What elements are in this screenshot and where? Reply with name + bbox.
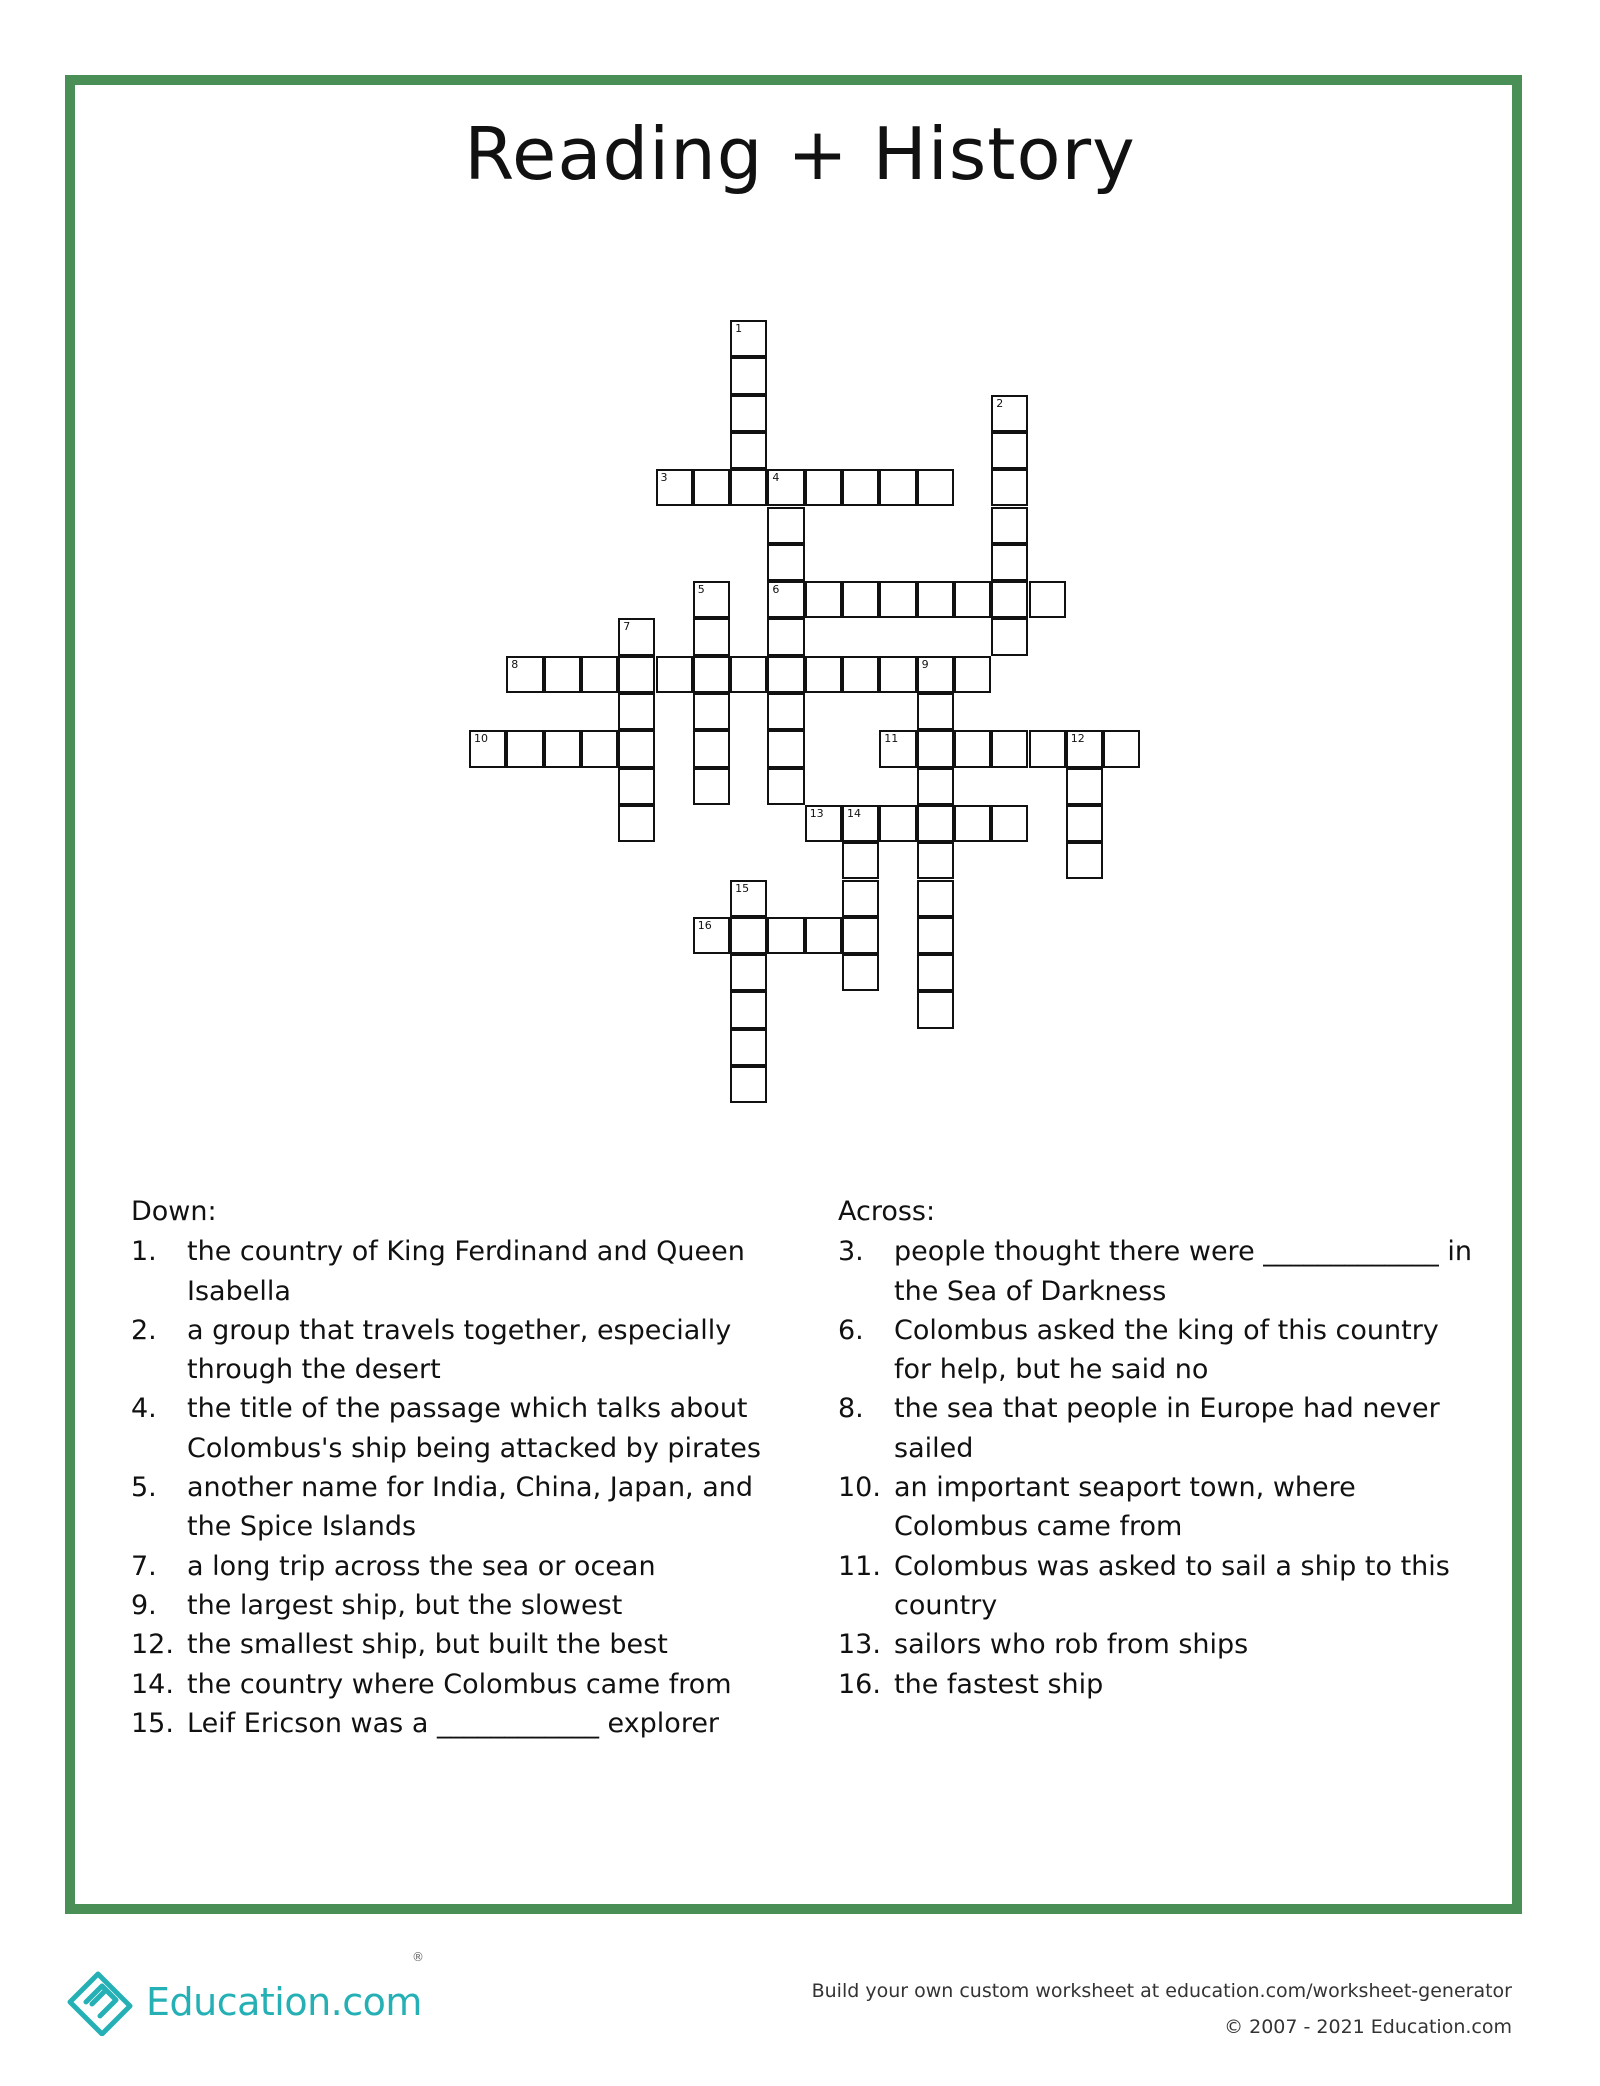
crossword-cell[interactable] xyxy=(879,656,916,693)
crossword-cell[interactable] xyxy=(991,432,1028,469)
crossword-cell[interactable] xyxy=(991,618,1028,655)
across-clue xyxy=(838,1468,1478,1547)
clue-text: the smallest ship, but built the best xyxy=(187,1629,668,1661)
crossword-cell[interactable] xyxy=(767,507,804,544)
crossword-cell[interactable] xyxy=(1029,581,1066,618)
page-title: Reading + History xyxy=(464,112,1136,196)
crossword-cell[interactable] xyxy=(656,656,693,693)
crossword-cell[interactable] xyxy=(917,917,954,954)
across-clues xyxy=(838,1192,1478,1704)
crossword-cell[interactable] xyxy=(917,954,954,991)
registered-mark: ® xyxy=(412,1950,424,1964)
crossword-cell[interactable] xyxy=(842,581,879,618)
crossword-cell[interactable] xyxy=(1066,842,1103,879)
clue-number: 5. xyxy=(131,1472,157,1504)
clue-text: the largest ship, but the slowest xyxy=(187,1589,623,1621)
clue-text: sailors who rob from ships xyxy=(894,1629,1249,1661)
crossword-cell[interactable] xyxy=(767,618,804,655)
clue-number-label: 5 xyxy=(697,583,705,597)
crossword-cell[interactable] xyxy=(842,469,879,506)
clue-number: 7. xyxy=(131,1550,157,1582)
across-clue xyxy=(838,1232,1478,1311)
crossword-cell[interactable] xyxy=(1066,805,1103,842)
down-clue xyxy=(131,1389,771,1468)
crossword-cell[interactable] xyxy=(805,917,842,954)
crossword-cell[interactable] xyxy=(842,656,879,693)
clue-number: 6. xyxy=(838,1314,864,1346)
clue-number-label: 7 xyxy=(623,620,631,634)
crossword-cell[interactable] xyxy=(693,469,730,506)
crossword-cell[interactable] xyxy=(693,618,730,655)
crossword-cell[interactable] xyxy=(618,618,655,655)
crossword-cell[interactable] xyxy=(730,991,767,1028)
crossword-cell[interactable] xyxy=(730,954,767,991)
crossword-cell[interactable] xyxy=(879,730,916,767)
clue-number-label: 9 xyxy=(921,657,929,671)
clue-number: 2. xyxy=(131,1314,157,1346)
crossword-cell[interactable] xyxy=(917,991,954,1028)
crossword-cell[interactable] xyxy=(805,805,842,842)
down-clue xyxy=(131,1704,771,1743)
clue-number-label: 2 xyxy=(996,396,1004,410)
crossword-cell[interactable] xyxy=(693,768,730,805)
crossword-cell[interactable] xyxy=(730,917,767,954)
paperclip-icon xyxy=(64,1964,138,2036)
crossword-cell[interactable] xyxy=(618,656,655,693)
crossword-cell[interactable] xyxy=(618,805,655,842)
clue-number-label: 16 xyxy=(697,918,712,932)
clue-text: the country of King Ferdinand and Queen Isabella xyxy=(187,1236,745,1307)
crossword-cell[interactable] xyxy=(693,656,730,693)
clue-number: 11. xyxy=(838,1550,881,1582)
clue-number-label: 10 xyxy=(474,732,488,746)
crossword-cell[interactable] xyxy=(1029,730,1066,767)
crossword-cell[interactable] xyxy=(991,395,1028,432)
crossword-cell[interactable] xyxy=(1066,730,1103,767)
across-clue xyxy=(838,1547,1478,1626)
clue-text: the fastest ship xyxy=(894,1668,1104,1700)
crossword-cell[interactable] xyxy=(991,507,1028,544)
down-clue xyxy=(131,1547,771,1586)
clue-number-label: 3 xyxy=(660,471,668,485)
crossword-cell[interactable] xyxy=(618,768,655,805)
down-clue xyxy=(131,1625,771,1664)
clue-number-label: 8 xyxy=(511,657,519,671)
crossword-cell[interactable] xyxy=(991,730,1028,767)
clue-number-label: 4 xyxy=(772,471,780,485)
clue-number-label: 1 xyxy=(735,322,743,335)
crossword-cell[interactable] xyxy=(805,469,842,506)
crossword-cell[interactable] xyxy=(917,842,954,879)
clue-number: 13. xyxy=(838,1629,881,1661)
down-clue xyxy=(131,1665,771,1704)
crossword-cell[interactable] xyxy=(544,730,581,767)
crossword-cell[interactable] xyxy=(991,805,1028,842)
down-clue xyxy=(131,1468,771,1547)
crossword-cell[interactable] xyxy=(618,730,655,767)
clue-number-label: 14 xyxy=(847,806,861,820)
crossword-cell[interactable] xyxy=(730,656,767,693)
crossword-cell[interactable] xyxy=(879,805,916,842)
crossword-cell[interactable] xyxy=(767,917,804,954)
crossword-cell[interactable] xyxy=(767,656,804,693)
crossword-cell[interactable] xyxy=(917,656,954,693)
down-clue xyxy=(131,1311,771,1390)
across-clue xyxy=(838,1389,1478,1468)
clue-number: 8. xyxy=(838,1393,864,1425)
crossword-cell[interactable] xyxy=(730,1029,767,1066)
clue-number: 9. xyxy=(131,1589,157,1621)
crossword-cell[interactable] xyxy=(842,917,879,954)
crossword-cell[interactable] xyxy=(917,768,954,805)
clue-text: an important seaport town, where Colombus came from xyxy=(894,1472,1356,1543)
crossword-cell[interactable] xyxy=(917,805,954,842)
clue-number: 10. xyxy=(838,1472,881,1504)
crossword-cell[interactable] xyxy=(730,1066,767,1103)
clue-number: 14. xyxy=(131,1668,174,1700)
down-clue xyxy=(131,1232,771,1311)
clue-text: Leif Ericson was a ____________ explorer xyxy=(187,1707,720,1739)
crossword-cell[interactable] xyxy=(767,730,804,767)
crossword-cell[interactable] xyxy=(879,469,916,506)
clue-text: a group that travels together, especially through the desert xyxy=(187,1314,732,1386)
crossword-cell[interactable] xyxy=(954,730,991,767)
clue-number-label: 13 xyxy=(809,806,824,820)
crossword-cell[interactable] xyxy=(506,730,543,767)
crossword-cell[interactable] xyxy=(767,544,804,581)
across-clue xyxy=(838,1625,1478,1664)
crossword-cell[interactable] xyxy=(879,581,916,618)
crossword-cell[interactable] xyxy=(730,320,767,357)
crossword-cell[interactable] xyxy=(730,432,767,469)
clue-text: another name for India, China, Japan, and the Spice Islands xyxy=(187,1472,754,1543)
across-heading: Across: xyxy=(838,1196,936,1227)
crossword-cell[interactable] xyxy=(842,880,879,917)
crossword-cell[interactable] xyxy=(730,357,767,394)
crossword-cell[interactable] xyxy=(581,730,618,767)
crossword-cell[interactable] xyxy=(1103,730,1140,767)
crossword-cell[interactable] xyxy=(693,693,730,730)
clue-number: 3. xyxy=(838,1236,864,1268)
education-logo xyxy=(64,1950,424,2042)
crossword-cell[interactable] xyxy=(842,842,879,879)
down-heading: Down: xyxy=(131,1196,217,1227)
across-clue xyxy=(838,1665,1478,1704)
clue-number-label: 15 xyxy=(735,881,750,895)
crossword-cell[interactable] xyxy=(917,693,954,730)
crossword-cell[interactable] xyxy=(693,730,730,767)
clue-number: 4. xyxy=(131,1393,157,1425)
crossword-cell[interactable] xyxy=(917,730,954,767)
clue-text: the title of the passage which talks about Colombus's ship being attacked by pirates xyxy=(187,1393,761,1464)
crossword-cell[interactable] xyxy=(991,544,1028,581)
crossword-cell[interactable] xyxy=(693,581,730,618)
crossword-cell[interactable] xyxy=(954,805,991,842)
clue-text: a long trip across the sea or ocean xyxy=(187,1550,656,1582)
clue-text: Colombus was asked to sail a ship to this country xyxy=(894,1550,1450,1621)
crossword-cell[interactable] xyxy=(767,581,804,618)
across-clue xyxy=(838,1311,1478,1390)
down-clue xyxy=(131,1586,771,1625)
crossword-cell[interactable] xyxy=(767,693,804,730)
crossword-cell[interactable] xyxy=(581,656,618,693)
crossword-cell[interactable] xyxy=(917,469,954,506)
clue-number: 1. xyxy=(131,1236,157,1268)
clue-number-label: 6 xyxy=(772,583,780,597)
crossword-cell[interactable] xyxy=(917,880,954,917)
crossword-cell[interactable] xyxy=(767,469,804,506)
clue-text: the sea that people in Europe had never sailed xyxy=(894,1393,1440,1464)
crossword-cell[interactable] xyxy=(544,656,581,693)
crossword-cell[interactable] xyxy=(805,656,842,693)
crossword-cell[interactable] xyxy=(506,656,543,693)
crossword-cell[interactable] xyxy=(469,730,506,767)
crossword-cell[interactable] xyxy=(618,693,655,730)
crossword-cell[interactable] xyxy=(991,469,1028,506)
crossword-cell[interactable] xyxy=(917,581,954,618)
clue-number: 12. xyxy=(131,1629,174,1661)
footer-copyright: © 2007 - 2021 Education.com xyxy=(1224,2016,1512,2038)
crossword-cell[interactable] xyxy=(730,395,767,432)
crossword-cell[interactable] xyxy=(805,581,842,618)
footer-generator-line: Build your own custom worksheet at education.com/worksheet-generator xyxy=(811,1980,1512,2002)
crossword-cell[interactable] xyxy=(767,768,804,805)
crossword-cell[interactable] xyxy=(954,656,991,693)
clue-text: people thought there were _____________ in the Sea of Darkness xyxy=(894,1236,1472,1307)
clue-number: 15. xyxy=(131,1707,174,1739)
crossword-cell[interactable] xyxy=(842,954,879,991)
crossword-cell[interactable] xyxy=(693,917,730,954)
crossword-cell[interactable] xyxy=(991,581,1028,618)
clue-number: 16. xyxy=(838,1668,881,1700)
down-clues xyxy=(131,1192,771,1743)
logo-text: Education.com xyxy=(146,1980,422,2024)
crossword-cell[interactable] xyxy=(842,805,879,842)
down-clue-list xyxy=(131,1232,771,1743)
crossword-cell[interactable] xyxy=(954,581,991,618)
crossword-cell[interactable] xyxy=(730,880,767,917)
clue-number-label: 11 xyxy=(884,732,899,746)
clue-text: the country where Colombus came from xyxy=(187,1668,732,1700)
clue-text: Colombus asked the king of this country for help, but he said no xyxy=(894,1314,1439,1386)
crossword-cell[interactable] xyxy=(656,469,693,506)
clue-number-label: 12 xyxy=(1070,732,1085,746)
crossword-cell[interactable] xyxy=(730,469,767,506)
crossword-cell[interactable] xyxy=(1066,768,1103,805)
across-clue-list xyxy=(838,1232,1478,1704)
